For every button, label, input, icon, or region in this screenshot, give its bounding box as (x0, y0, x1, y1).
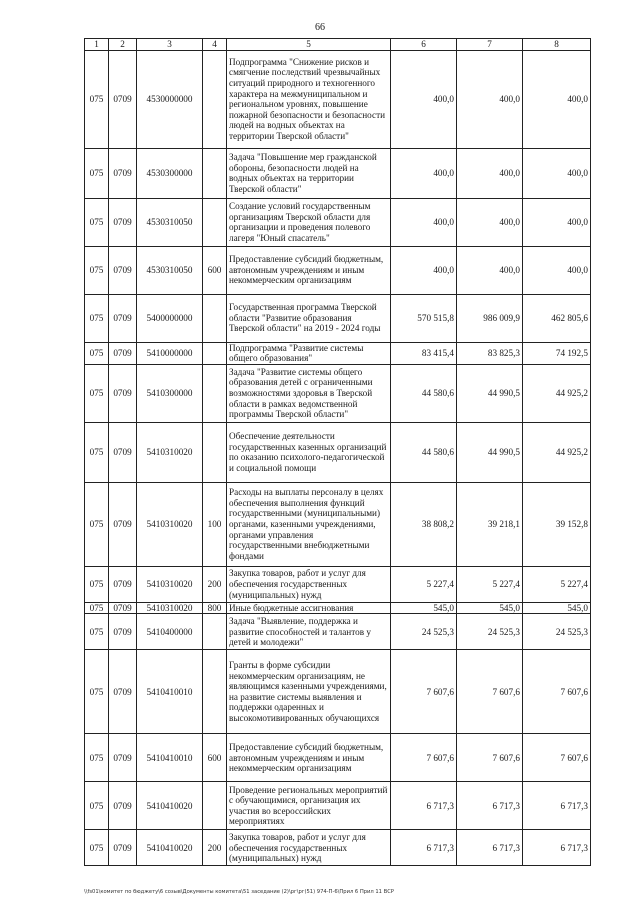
cell-section: 0709 (109, 148, 137, 198)
cell-expense-type (203, 650, 227, 734)
table-row (85, 602, 591, 614)
file-path-footer: \\fs01\комитет по бюджету\6 созыв\Документы комитета\51 заседание (2)\рг\рг(51) 974-П-6\Прил 6 Прил 11 ВСР (84, 889, 394, 895)
cell-target-article: 5410310020 (137, 602, 203, 614)
cell-description: Гранты в форме субсидии некоммерческим организациям, не являющимся казенными учреждениями, на развитие системы выявления и поддержки одаренных и высокомотивированных обучающихся (227, 650, 391, 734)
cell-year-1: 545,0 (391, 602, 457, 614)
cell-year-2: 400,0 (457, 198, 523, 246)
cell-target-article: 4530310050 (137, 246, 203, 294)
cell-year-2: 6 717,3 (457, 830, 523, 866)
cell-year-3: 400,0 (523, 198, 591, 246)
cell-ministry: 075 (85, 246, 109, 294)
cell-target-article: 4530310050 (137, 198, 203, 246)
cell-ministry: 075 (85, 566, 109, 602)
cell-ministry: 075 (85, 342, 109, 364)
cell-description: Иные бюджетные ассигнования (227, 602, 391, 614)
table-row (85, 198, 591, 246)
cell-expense-type: 600 (203, 246, 227, 294)
cell-year-1: 5 227,4 (391, 566, 457, 602)
budget-table (84, 38, 591, 866)
column-header: 8 (523, 39, 591, 51)
cell-ministry: 075 (85, 614, 109, 650)
cell-year-3: 6 717,3 (523, 782, 591, 830)
cell-expense-type (203, 364, 227, 422)
cell-year-2: 400,0 (457, 148, 523, 198)
table-row (85, 294, 591, 342)
cell-expense-type: 200 (203, 566, 227, 602)
cell-description: Обеспечение деятельности государственных казенных организаций по оказанию психолого-педагогической и социальной помощи (227, 422, 391, 482)
table-row (85, 148, 591, 198)
cell-expense-type (203, 50, 227, 148)
cell-year-1: 400,0 (391, 198, 457, 246)
cell-ministry: 075 (85, 294, 109, 342)
cell-target-article: 4530300000 (137, 148, 203, 198)
cell-target-article: 5410310020 (137, 482, 203, 566)
cell-year-1: 83 415,4 (391, 342, 457, 364)
column-header: 7 (457, 39, 523, 51)
cell-description: Закупка товаров, работ и услуг для обеспечения государственных (муниципальных) нужд (227, 566, 391, 602)
cell-description: Проведение региональных мероприятий с обучающимися, организация их участия во всероссийских мероприятиях (227, 782, 391, 830)
cell-year-1: 7 607,6 (391, 650, 457, 734)
cell-expense-type (203, 614, 227, 650)
cell-year-1: 400,0 (391, 148, 457, 198)
cell-year-3: 39 152,8 (523, 482, 591, 566)
cell-ministry: 075 (85, 650, 109, 734)
cell-expense-type (203, 782, 227, 830)
page-number: 66 (315, 22, 325, 33)
cell-target-article: 5410310020 (137, 422, 203, 482)
cell-year-3: 545,0 (523, 602, 591, 614)
cell-section: 0709 (109, 650, 137, 734)
table-row (85, 364, 591, 422)
cell-description: Задача "Выявление, поддержка и развитие способностей и талантов у детей и молодежи" (227, 614, 391, 650)
cell-section: 0709 (109, 294, 137, 342)
cell-year-1: 6 717,3 (391, 782, 457, 830)
cell-year-1: 7 607,6 (391, 734, 457, 782)
cell-year-3: 7 607,6 (523, 650, 591, 734)
cell-ministry: 075 (85, 830, 109, 866)
cell-description: Расходы на выплаты персоналу в целях обеспечения выполнения функций государственными (муниципальными) органами, казенными учреждениями, органами управления государственными внебюджетными фондами (227, 482, 391, 566)
cell-year-3: 7 607,6 (523, 734, 591, 782)
cell-expense-type (203, 148, 227, 198)
cell-target-article: 4530000000 (137, 50, 203, 148)
cell-year-3: 44 925,2 (523, 422, 591, 482)
table-row (85, 734, 591, 782)
cell-ministry: 075 (85, 734, 109, 782)
cell-year-1: 44 580,6 (391, 422, 457, 482)
table-row (85, 650, 591, 734)
column-header: 1 (85, 39, 109, 51)
cell-target-article: 5410410020 (137, 830, 203, 866)
cell-description: Подпрограмма "Снижение рисков и смягчение последствий чрезвычайных ситуаций природного и техногенного характера на межмуниципальном и региональном уровнях, повышение пожарной безопасности и безопасности людей на водных объектах на территории Тверской области" (227, 50, 391, 148)
column-header: 5 (227, 39, 391, 51)
cell-year-2: 400,0 (457, 246, 523, 294)
cell-year-1: 24 525,3 (391, 614, 457, 650)
cell-description: Предоставление субсидий бюджетным, автономным учреждениям и иным некоммерческим организациям (227, 734, 391, 782)
cell-target-article: 5410410020 (137, 782, 203, 830)
cell-ministry: 075 (85, 198, 109, 246)
cell-section: 0709 (109, 614, 137, 650)
cell-section: 0709 (109, 602, 137, 614)
cell-year-2: 83 825,3 (457, 342, 523, 364)
cell-year-2: 7 607,6 (457, 650, 523, 734)
table-row (85, 342, 591, 364)
cell-expense-type: 600 (203, 734, 227, 782)
cell-ministry: 075 (85, 782, 109, 830)
table-body (85, 50, 591, 866)
cell-description: Предоставление субсидий бюджетным, автономным учреждениям и иным некоммерческим организациям (227, 246, 391, 294)
cell-expense-type (203, 294, 227, 342)
column-header: 4 (203, 39, 227, 51)
cell-description: Задача "Повышение мер гражданской обороны, безопасности людей на водных объектах на территории Тверской области" (227, 148, 391, 198)
cell-year-3: 462 805,6 (523, 294, 591, 342)
column-header: 3 (137, 39, 203, 51)
table-row (85, 422, 591, 482)
table-row (85, 566, 591, 602)
table-row (85, 50, 591, 148)
cell-year-2: 986 009,9 (457, 294, 523, 342)
cell-ministry: 075 (85, 602, 109, 614)
cell-section: 0709 (109, 198, 137, 246)
cell-year-2: 6 717,3 (457, 782, 523, 830)
cell-year-2: 5 227,4 (457, 566, 523, 602)
cell-target-article: 5410300000 (137, 364, 203, 422)
cell-ministry: 075 (85, 364, 109, 422)
cell-target-article: 5410410010 (137, 650, 203, 734)
cell-expense-type (203, 342, 227, 364)
cell-ministry: 075 (85, 148, 109, 198)
cell-section: 0709 (109, 422, 137, 482)
cell-year-3: 400,0 (523, 246, 591, 294)
cell-year-1: 6 717,3 (391, 830, 457, 866)
column-header: 6 (391, 39, 457, 51)
cell-year-3: 5 227,4 (523, 566, 591, 602)
cell-expense-type: 800 (203, 602, 227, 614)
cell-year-2: 39 218,1 (457, 482, 523, 566)
cell-description: Создание условий государственным организациям Тверской области для организации и проведения полевого лагеря "Юный спасатель" (227, 198, 391, 246)
cell-section: 0709 (109, 566, 137, 602)
cell-ministry: 075 (85, 422, 109, 482)
cell-section: 0709 (109, 246, 137, 294)
column-header: 2 (109, 39, 137, 51)
table-row (85, 614, 591, 650)
cell-year-1: 400,0 (391, 50, 457, 148)
cell-description: Закупка товаров, работ и услуг для обеспечения государственных (муниципальных) нужд (227, 830, 391, 866)
cell-year-2: 400,0 (457, 50, 523, 148)
cell-description: Задача "Развитие системы общего образования детей с ограниченными возможностями здоровья в Тверской области в рамках ведомственной программы Тверской области" (227, 364, 391, 422)
cell-section: 0709 (109, 734, 137, 782)
table-row (85, 482, 591, 566)
cell-year-1: 400,0 (391, 246, 457, 294)
cell-year-3: 400,0 (523, 50, 591, 148)
cell-year-2: 7 607,6 (457, 734, 523, 782)
cell-ministry: 075 (85, 482, 109, 566)
cell-target-article: 5410400000 (137, 614, 203, 650)
cell-year-3: 400,0 (523, 148, 591, 198)
cell-year-2: 44 990,5 (457, 422, 523, 482)
cell-target-article: 5410410010 (137, 734, 203, 782)
cell-expense-type: 200 (203, 830, 227, 866)
table-row (85, 246, 591, 294)
cell-section: 0709 (109, 482, 137, 566)
table-row (85, 782, 591, 830)
cell-year-2: 24 525,3 (457, 614, 523, 650)
cell-description: Подпрограмма "Развитие системы общего образования" (227, 342, 391, 364)
cell-target-article: 5410310020 (137, 566, 203, 602)
header-row (85, 39, 591, 51)
cell-target-article: 5410000000 (137, 342, 203, 364)
cell-section: 0709 (109, 782, 137, 830)
cell-year-3: 74 192,5 (523, 342, 591, 364)
cell-target-article: 5400000000 (137, 294, 203, 342)
cell-section: 0709 (109, 364, 137, 422)
cell-ministry: 075 (85, 50, 109, 148)
cell-year-1: 570 515,8 (391, 294, 457, 342)
cell-year-2: 545,0 (457, 602, 523, 614)
cell-year-3: 6 717,3 (523, 830, 591, 866)
cell-year-3: 24 525,3 (523, 614, 591, 650)
cell-expense-type (203, 198, 227, 246)
cell-section: 0709 (109, 342, 137, 364)
cell-year-1: 44 580,6 (391, 364, 457, 422)
cell-year-1: 38 808,2 (391, 482, 457, 566)
cell-section: 0709 (109, 830, 137, 866)
cell-year-3: 44 925,2 (523, 364, 591, 422)
cell-description: Государственная программа Тверской области "Развитие образования Тверской области" на 2019 - 2024 годы (227, 294, 391, 342)
table-row (85, 830, 591, 866)
cell-expense-type: 100 (203, 482, 227, 566)
cell-expense-type (203, 422, 227, 482)
cell-year-2: 44 990,5 (457, 364, 523, 422)
cell-section: 0709 (109, 50, 137, 148)
